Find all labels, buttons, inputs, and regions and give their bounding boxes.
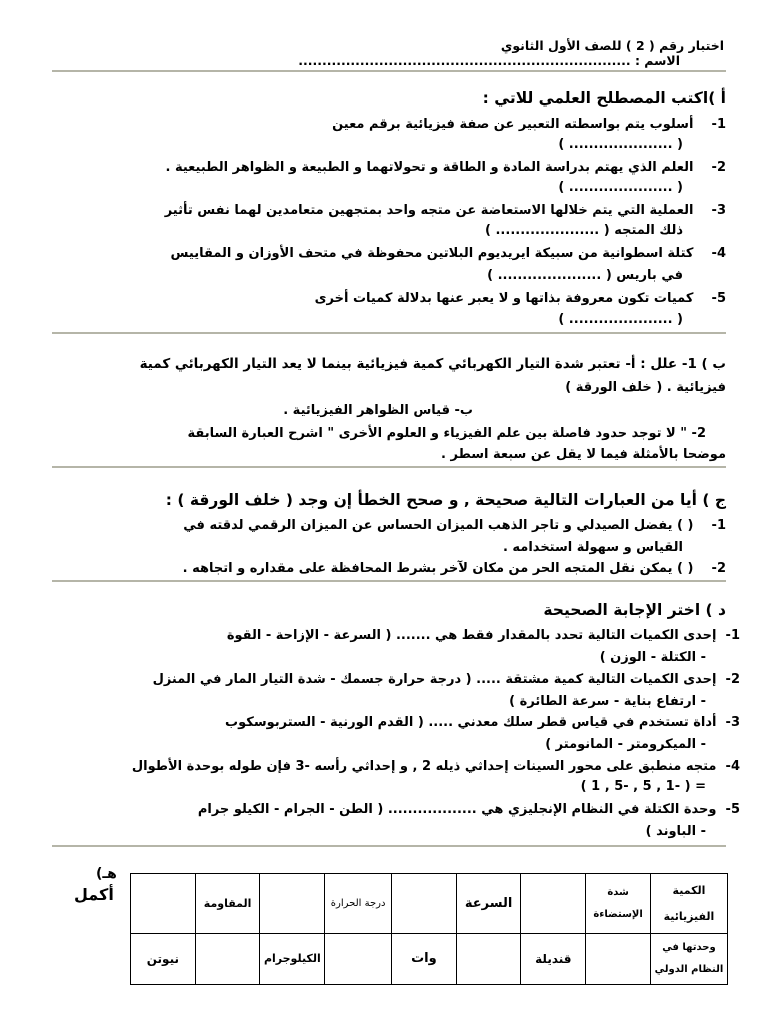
question-d1 — [227, 626, 740, 646]
answer-blank: ( ..................... ) — [558, 312, 683, 327]
question-c1 — [183, 516, 726, 536]
table-cell: شدة الإستضاءة — [586, 874, 651, 934]
table-cell — [586, 934, 651, 985]
table-cell — [195, 934, 260, 985]
section-b-line-4: 2- " لا توجد حدود فاصلة بين علم الفيزياء و العلوم الأخرى " اشرح العبارة السابقة — [187, 426, 706, 441]
divider — [52, 332, 726, 334]
section-b-line-5: موضحا بالأمثلة فيما لا يقل عن سبعة اسطر . — [441, 447, 726, 462]
question-number: 1- — [711, 518, 726, 533]
table-cell: درجة الحرارة — [325, 874, 392, 934]
question-text: إحدى الكميات التالية تحدد بالمقدار فقط هي ....... ( السرعة - الإزاحة - القوة — [226, 628, 717, 643]
question-number: 4- — [711, 246, 726, 261]
table-cell: قنديلة — [521, 934, 586, 985]
table-row — [131, 874, 728, 934]
table-cell — [325, 934, 392, 985]
section-e-label: أكمل — [74, 885, 114, 904]
divider — [52, 580, 726, 582]
table-cell: السرعة — [456, 874, 521, 934]
test-title: اختبار رقم ( 2 ) للصف الأول الثانوي — [500, 38, 724, 53]
question-text: وحدة الكتلة في النظام الإنجليزي هي .................. ( الطن - الجرام - الكيلو جرام — [197, 802, 717, 817]
table-cell: المقاومة — [195, 874, 260, 934]
table-cell: نيوتن — [131, 934, 196, 985]
section-e-letter: هـ) — [96, 866, 117, 882]
section-a-title: أ )اكتب المصطلح العلمي للاتي : — [482, 89, 726, 107]
question-text: أسلوب يتم بواسطته التعبير عن صفة فيزيائية برقم معين — [332, 117, 694, 132]
question-number: 3- — [711, 203, 726, 218]
answer-blank: ( ..................... ) — [558, 137, 683, 152]
question-c2 — [183, 559, 726, 579]
question-d2 — [153, 670, 740, 690]
question-a3-continued: ذلك المتجه ( ..................... ) — [485, 223, 683, 238]
section-b-line-1: ب ) 1- علل : أ- تعتبر شدة التيار الكهربائي كمية فيزيائية بينما لا يعد التيار الكهربائي كمية — [139, 356, 726, 372]
question-d3 — [225, 713, 740, 733]
name-field-label: الاسم : ...................................................................... — [298, 53, 680, 68]
section-b-line-3: ب- قياس الظواهر الفيزيائية . — [283, 403, 473, 418]
question-d2-options: - ارتفاع بناية - سرعة الطائرة ) — [509, 694, 706, 709]
section-d-title: د ) اختر الإجابة الصحيحة — [543, 601, 726, 619]
question-d5-options: - الباوند ) — [645, 824, 706, 839]
question-a2 — [166, 158, 726, 178]
question-number: 1- — [711, 117, 726, 132]
question-number: 2- — [725, 672, 740, 687]
table-cell: وحدتها في النظام الدولي — [650, 934, 727, 985]
question-d4-options: = ( -1 , 5 , -5 , 1 ) — [580, 779, 706, 794]
divider — [52, 70, 726, 72]
table-cell — [456, 934, 521, 985]
complete-table — [130, 873, 728, 985]
question-c1-continued: القياس و سهولة استخدامه . — [502, 540, 683, 555]
question-text: العملية التي يتم خلالها الاستعاضة عن متجه واحد بمتجهين متعامدين لهما نفس تأثير — [164, 203, 694, 218]
table-cell: وات — [392, 934, 457, 985]
question-text: ( ) يفضل الصيدلي و تاجر الذهب الميزان الحساس عن الميزان الرقمي لدقته في — [183, 518, 694, 533]
question-text: كميات تكون معروفة بذاتها و لا يعبر عنها بدلالة كميات أخرى — [314, 291, 694, 306]
question-d1-options: - الكتلة - الوزن ) — [599, 650, 706, 665]
question-number: 5- — [711, 291, 726, 306]
section-b-line-2: فيزيائية . ( خلف الورقة ) — [565, 380, 726, 395]
question-number: 5- — [725, 802, 740, 817]
question-a4-continued: في باريس ( ..................... ) — [487, 268, 683, 283]
question-number: 1- — [725, 628, 740, 643]
table-cell — [131, 874, 196, 934]
question-a1 — [332, 115, 726, 135]
question-a5 — [315, 289, 726, 309]
question-a4 — [171, 244, 726, 264]
table-cell: الكمية الفيزيائية — [650, 874, 727, 934]
divider — [52, 466, 726, 468]
table-cell — [521, 874, 586, 934]
section-c-title: ج ) أيا من العبارات التالية صحيحة , و صحح الخطأ إن وجد ( خلف الورقة ) : — [165, 491, 726, 509]
question-number: 2- — [711, 561, 726, 576]
table-row — [131, 934, 728, 985]
question-text: ( ) يمكن نقل المتجه الحر من مكان لآخر بشرط المحافظة على مقداره و اتجاهه . — [182, 561, 694, 576]
question-number: 2- — [711, 160, 726, 175]
question-d4 — [132, 757, 740, 777]
question-text: أداة تستخدم في قياس قطر سلك معدني ..... ( القدم الورنية - الستربوسكوب — [225, 715, 717, 730]
question-number: 4- — [725, 759, 740, 774]
question-text: العلم الذي يهتم بدراسة المادة و الطاقة و تحولاتهما و الطبيعة و الظواهر الطبيعية . — [165, 160, 694, 175]
question-a3 — [165, 201, 726, 221]
divider — [52, 845, 726, 847]
answer-blank: ( ..................... ) — [558, 180, 683, 195]
table-cell — [392, 874, 457, 934]
question-text: متجه منطبق على محور السينات إحداثي ذيله 2 , و إحداثي رأسه -3 فإن طوله بوحدة الأطوال — [131, 759, 717, 774]
table-cell: الكيلوجرام — [260, 934, 325, 985]
table-cell — [260, 874, 325, 934]
question-d3-options: - الميكرومتر - المانومتر ) — [545, 737, 706, 752]
question-text: إحدى الكميات التالية كمية مشتقة ..... ( درجة حرارة جسمك - شدة التيار المار في المنزل — [152, 672, 717, 687]
question-d5 — [198, 800, 740, 820]
question-number: 3- — [725, 715, 740, 730]
question-text: كتلة اسطوانية من سبيكة ايريديوم البلاتين محفوظة في متحف الأوزان و المقاييس — [170, 246, 694, 261]
